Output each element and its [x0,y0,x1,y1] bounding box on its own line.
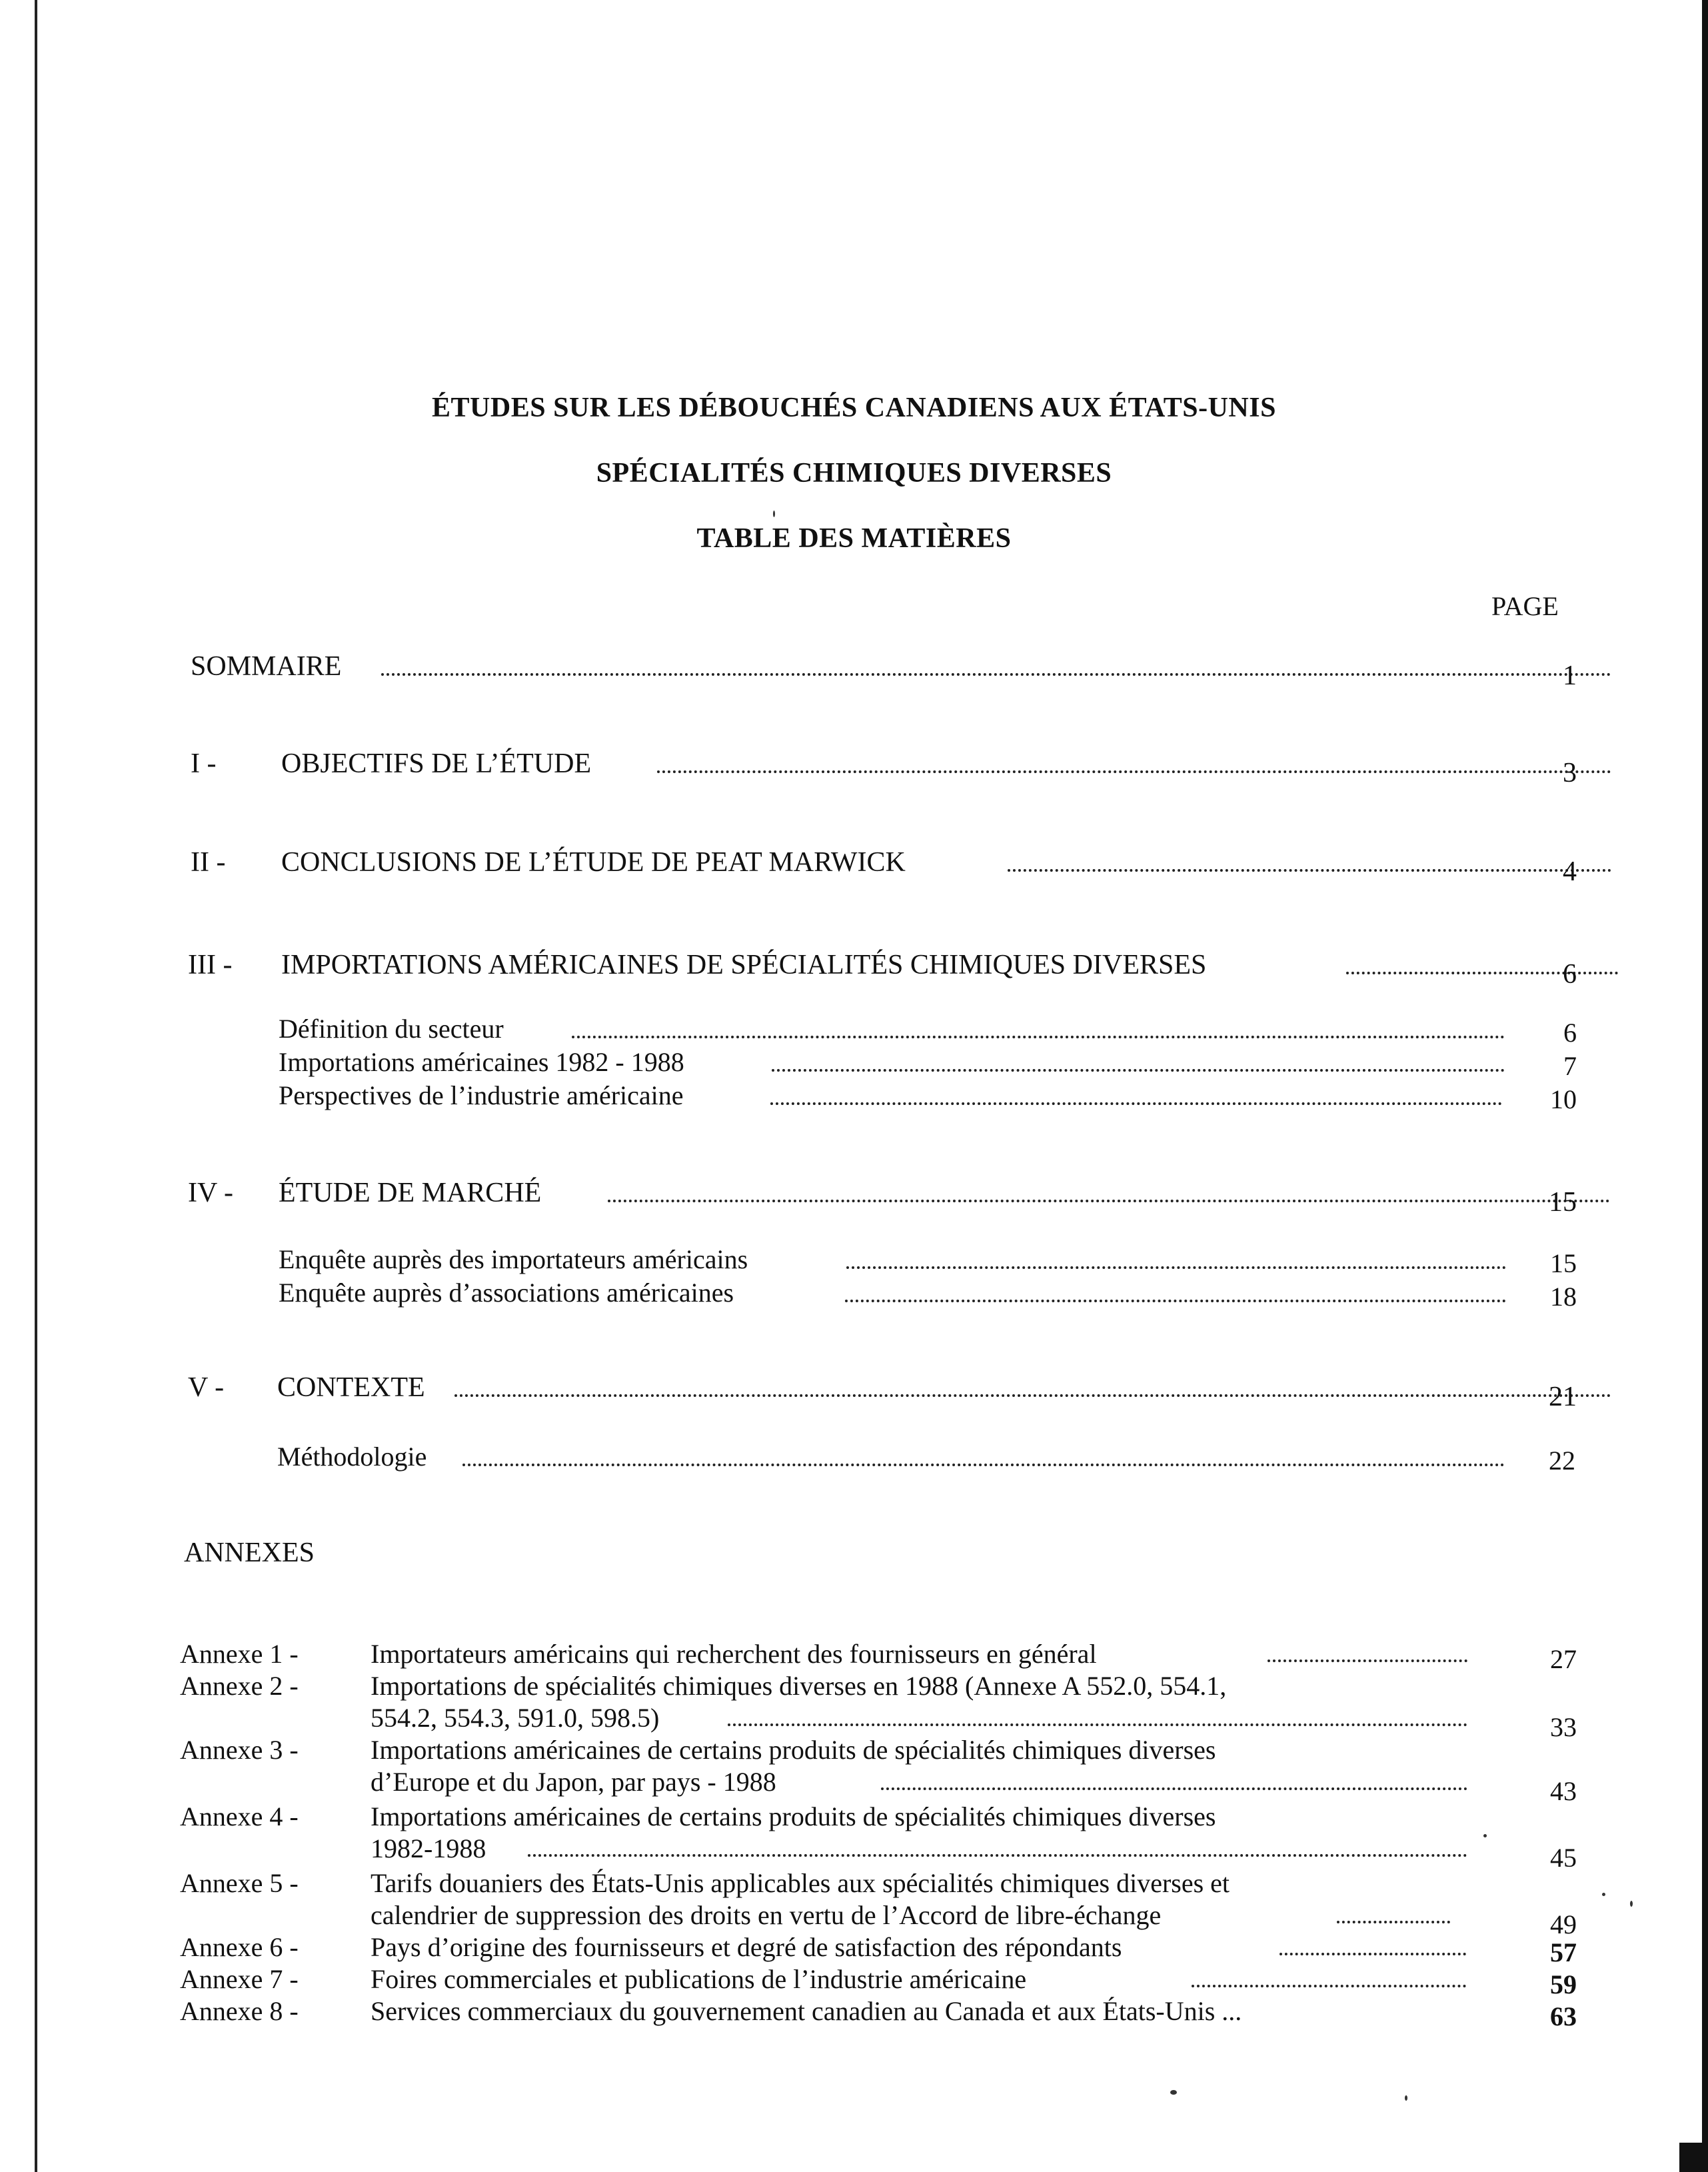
toc-entry-section-5[interactable] [188,1372,1577,1412]
dot-leader [1192,1985,1466,1987]
annex-page: 33 [1550,1712,1577,1742]
annex-label: Annexe 2 - [180,1671,299,1701]
dot-leader [881,1787,1467,1790]
annex-entry-1[interactable] [180,1638,1577,1674]
annex-title: Tarifs douaniers des États-Unis applicables aux spécialités chimiques diverses et calendrier de suppression des droits en vertu de l’Accord de libre-échange [371,1868,1230,1930]
scan-right-edge [1702,0,1708,2172]
annex-label: Annexe 5 - [180,1868,299,1898]
toc-subentry-title: Méthodologie [277,1442,427,1472]
scan-corner [1679,2143,1708,2172]
toc-entry-page: 3 [1563,758,1577,788]
toc-entry-page: 1 [1563,660,1577,691]
toc-entry-page: 15 [1549,1187,1577,1218]
toc-entry-title: CONTEXTE [277,1372,425,1403]
annex-label: Annexe 8 - [180,1996,299,2026]
toc-subentry-page: 18 [1550,1282,1577,1312]
dot-leader [845,1300,1506,1302]
scan-left-edge [35,0,37,2172]
toc-subentry[interactable] [279,1080,1577,1113]
scan-speck [1602,1893,1605,1896]
annex-label: Annexe 6 - [180,1932,299,1962]
toc-entry-section-4[interactable] [188,1177,1577,1218]
toc-subentry-title: Importations américaines 1982 - 1988 [279,1047,684,1077]
toc-subentry-page: 10 [1550,1084,1577,1114]
dot-leader [462,1464,1505,1466]
dot-leader [608,1200,1610,1202]
toc-subentry[interactable] [279,1244,1577,1277]
toc-subentry-page: 15 [1550,1248,1577,1278]
document-title: ÉTUDES SUR LES DÉBOUCHÉS CANADIENS AUX ÉTATS-UNIS [432,393,1276,423]
dot-leader [1337,1921,1450,1923]
toc-entry-title: SOMMAIRE [191,651,342,682]
scan-speck [1483,1834,1487,1837]
dot-leader [728,1723,1467,1726]
annex-title: Importateurs américains qui recherchent des fournisseurs en général [371,1639,1097,1669]
annex-title: Importations américaines de certains produits de spécialités chimiques diverses 1982-1988 [371,1801,1216,1863]
toc-entry-section-1[interactable] [191,748,1577,788]
toc-entry-title: IMPORTATIONS AMÉRICAINES DE SPÉCIALITÉS CHIMIQUES DIVERSES [281,950,1207,980]
annex-entry-3[interactable] [180,1734,1577,1806]
document-subtitle: SPÉCIALITÉS CHIMIQUES DIVERSES [596,458,1112,489]
annex-page: 49 [1550,1909,1577,1939]
annex-title: Services commerciaux du gouvernement canadien au Canada et aux États-Unis ... [371,1996,1242,2026]
scan-speck [1170,2090,1177,2095]
annex-label: Annexe 3 - [180,1735,299,1765]
toc-subentry[interactable] [279,1013,1577,1046]
toc-entry-page: 21 [1549,1382,1577,1412]
toc-subentry[interactable] [279,1277,1577,1310]
toc-subentry-title: Perspectives de l’industrie américaine [279,1080,684,1110]
dot-leader [572,1036,1505,1038]
dot-leader [772,1069,1505,1072]
annexes-heading: ANNEXES [184,1538,315,1568]
annex-label: Annexe 7 - [180,1964,299,1994]
toc-subentry-title: Enquête auprès des importateurs américains [279,1244,748,1274]
annex-label: Annexe 1 - [180,1639,299,1669]
annex-entry-8[interactable] [180,1995,1577,2031]
section-number: IV - [188,1178,234,1208]
toc-title: TABLE DES MATIÈRES [696,523,1012,554]
annex-title: Importations américaines de certains produits de spécialités chimiques diverses d’Europe et du Japon, par pays - 1988 [371,1735,1216,1797]
toc-subentry-page: 22 [1549,1446,1575,1476]
dot-leader [1008,869,1611,872]
toc-subentry-title: Définition du secteur [279,1014,504,1044]
dot-leader [381,673,1611,676]
section-number: V - [188,1372,225,1403]
toc-entry-title: OBJECTIFS DE L’ÉTUDE [281,748,592,779]
annex-entry-2[interactable] [180,1670,1577,1742]
scan-speck [1630,1901,1633,1907]
toc-subentry[interactable] [277,1441,1577,1474]
toc-subentry-title: Enquête auprès d’associations américaines [279,1278,734,1308]
toc-entry-page: 4 [1563,856,1577,887]
toc-entry-sommaire[interactable] [191,650,1577,691]
annex-entry-7[interactable] [180,1963,1577,1999]
annex-entry-6[interactable] [180,1931,1577,1967]
scan-speck [773,511,775,517]
dot-leader [454,1394,1611,1397]
section-number: III - [188,950,233,980]
dot-leader [846,1266,1506,1269]
scan-speck [1405,2095,1407,2101]
annex-entry-4[interactable] [180,1801,1577,1873]
dot-leader [1268,1659,1467,1662]
toc-entry-title: ÉTUDE DE MARCHÉ [279,1178,542,1208]
dot-leader [1280,1953,1466,1955]
section-number: II - [191,847,226,878]
annex-title: Pays d’origine des fournisseurs et degré de satisfaction des répondants [371,1932,1122,1962]
annex-label: Annexe 4 - [180,1801,299,1831]
dot-leader [528,1854,1467,1857]
toc-subentry-page: 6 [1563,1018,1577,1048]
toc-entry-section-3[interactable] [188,949,1577,990]
annex-page: 57 [1550,1937,1577,1967]
section-number: I - [191,748,217,779]
annex-entry-5[interactable] [180,1867,1577,1939]
toc-entry-page: 6 [1563,959,1577,990]
annex-page: 43 [1550,1776,1577,1806]
dot-leader [1346,972,1618,974]
annex-title: Foires commerciales et publications de l’industrie américaine [371,1964,1027,1994]
annex-page: 63 [1550,2001,1577,2031]
dot-leader [770,1102,1502,1105]
toc-subentry-page: 7 [1563,1051,1577,1081]
annex-page: 27 [1550,1644,1577,1674]
toc-entry-section-2[interactable] [191,846,1577,887]
annex-page: 45 [1550,1843,1577,1873]
dot-leader [657,770,1611,773]
toc-subentry[interactable] [279,1046,1577,1080]
toc-entry-title: CONCLUSIONS DE L’ÉTUDE DE PEAT MARWICK [281,847,906,878]
page-column-label: PAGE [1491,591,1559,621]
annex-title: Importations de spécialités chimiques diverses en 1988 (Annexe A 552.0, 554.1, 554.2, 554.3, 591.0, 598.5) [371,1671,1227,1733]
annex-page: 59 [1550,1969,1577,1999]
